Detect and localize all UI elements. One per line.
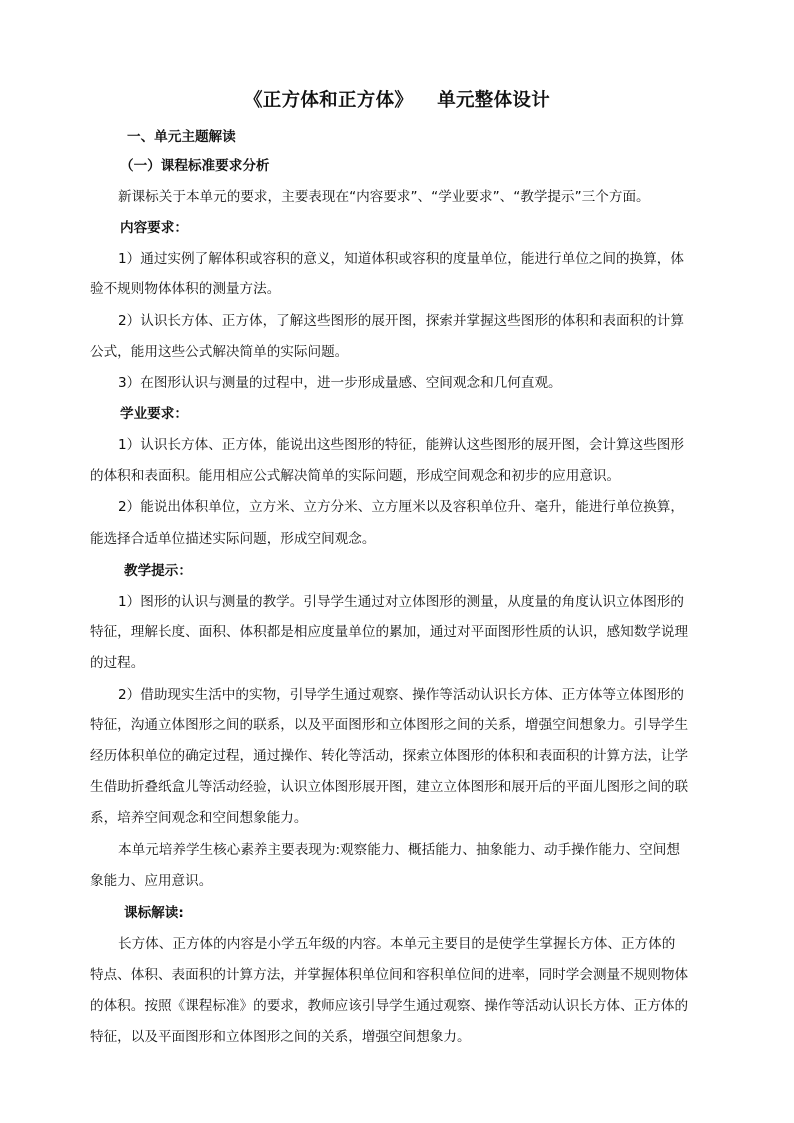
- teaching-tips-item-1-line-2: 特征，理解长度、面积、体积都是相应度量单位的累加，通过对平面图形性质的认识，感知数学说理: [90, 624, 689, 640]
- core-literacy-line-1: 本单元培养学生核心素养主要表现为:观察能力、概括能力、抽象能力、动手操作能力、空间想: [118, 842, 680, 858]
- academic-req-item-1-line-2: 的体积和表面积。能用相应公式解决简单的实际问题，形成空间观念和初步的应用意识。: [90, 468, 621, 484]
- document-title: [0, 86, 794, 112]
- teaching-tips-item-2-line-4: 生借助折叠纸盒儿等活动经验，认识立体图形展开图，建立立体图形和展开后的平面儿图形之间的联: [90, 779, 689, 795]
- teaching-tips-heading: 教学提示：: [124, 563, 192, 579]
- core-literacy-line-2: 象能力、应用意识。: [90, 873, 213, 889]
- subsection-heading: （一）课程标准要求分析: [120, 158, 270, 174]
- content-req-item-1-line-2: 验不规则物体体积的测量方法。: [90, 281, 281, 297]
- intro-paragraph: 新课标关于本单元的要求，主要表现在“内容要求”、“学业要求”、“教学提示”三个方面。: [118, 189, 650, 205]
- content-req-item-2-line-2: 公式，能用这些公式解决简单的实际问题。: [90, 344, 349, 360]
- content-req-item-3-line-1: 3）在图形认识与测量的过程中，进一步形成量感、空间观念和几何直观。: [118, 375, 562, 391]
- standard-reading-heading: 课标解读:: [124, 905, 184, 921]
- document-title-main: 《正方体和正方体》: [243, 90, 414, 111]
- teaching-tips-item-1-line-1: 1）图形的认识与测量的教学。引导学生通过对立体图形的测量，从度量的角度认识立体图形的: [118, 594, 684, 610]
- academic-requirements-heading: 学业要求：: [120, 406, 188, 422]
- standard-reading-line-3: 的体积。按照《课程标准》的要求，教师应该引导学生通过观察、操作等活动认识长方体、正方体的: [90, 998, 689, 1014]
- academic-req-item-2-line-2: 能选择合适单位描述实际问题，形成空间观念。: [90, 531, 376, 547]
- academic-req-item-1-line-1: 1）认识长方体、正方体，能说出这些图形的特征，能辨认这些图形的展开图，会计算这些图形: [118, 437, 684, 453]
- content-req-item-1-line-1: 1）通过实例了解体积或容积的意义，知道体积或容积的度量单位，能进行单位之间的换算，体: [118, 251, 684, 267]
- teaching-tips-item-2-line-1: 2）借助现实生活中的实物，引导学生通过观察、操作等活动认识长方体、正方体等立体图形的: [118, 687, 684, 703]
- content-req-item-2-line-1: 2）认识长方体、正方体，了解这些图形的展开图，探索并掌握这些图形的体积和表面积的计算: [118, 313, 684, 329]
- teaching-tips-item-2-line-3: 经历体积单位的确定过程，通过操作、转化等活动，探索立体图形的体积和表面积的计算方法，让学: [90, 748, 689, 764]
- content-requirements-heading: 内容要求：: [120, 220, 188, 236]
- teaching-tips-item-1-line-3: 的过程。: [90, 655, 145, 671]
- academic-req-item-2-line-1: 2）能说出体积单位，立方米、立方分米、立方厘米以及容积单位升、毫升，能进行单位换算，: [118, 499, 684, 515]
- standard-reading-line-4: 特征，以及平面图形和立体图形之间的关系，增强空间想象力。: [90, 1029, 471, 1045]
- document-title-sub: 单元整体设计: [437, 90, 550, 111]
- standard-reading-line-1: 长方体、正方体的内容是小学五年级的内容。本单元主要目的是使学生掌握长方体、正方体的: [118, 936, 676, 952]
- teaching-tips-item-2-line-5: 系，培养空间观念和空间想象能力。: [90, 810, 308, 826]
- teaching-tips-item-2-line-2: 特征，沟通立体图形之间的联系，以及平面图形和立体图形之间的关系，增强空间想象力。引导学生: [90, 717, 689, 733]
- standard-reading-line-2: 特点、体积、表面积的计算方法，并掌握体积单位间和容积单位间的进率，同时学会测量不规则物体: [90, 967, 689, 983]
- section-heading: 一、单元主题解读: [127, 129, 236, 145]
